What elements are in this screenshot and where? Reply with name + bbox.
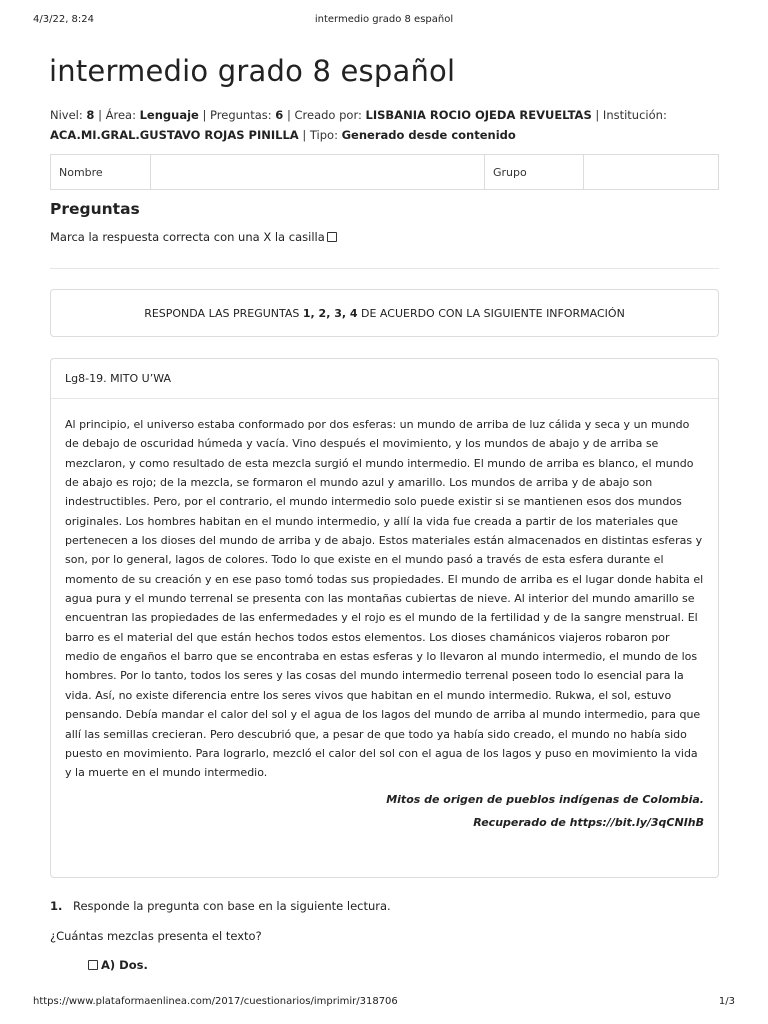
print-url: https://www.plataformaenlinea.com/2017/cuestionarios/imprimir/318706 (33, 996, 398, 1007)
page-title: intermedio grado 8 español (49, 54, 456, 88)
tipo-label: Tipo: (309, 128, 338, 142)
question-1-text: ¿Cuántas mezclas presenta el texto? (50, 929, 262, 943)
nombre-label: Nombre (51, 155, 151, 189)
area-label: Área: (105, 108, 136, 122)
quiz-metadata: Nivel: 8 | Área: Lenguaje | Preguntas: 6 | Creado por: LISBANIA ROCIO OJEDA REVUELTAS | Institución: ACA.MI.GRAL.GUSTAVO ROJAS PINILLA | Tipo: Generado desde contenido (50, 108, 667, 142)
instructions-box (50, 289, 719, 337)
checkbox-icon[interactable] (88, 960, 98, 970)
tipo-value: Generado desde contenido (341, 128, 516, 142)
grupo-label: Grupo (485, 155, 584, 189)
question-number: 1. (50, 899, 63, 913)
print-header (33, 14, 735, 28)
info-suffix: DE ACUERDO CON LA SIGUIENTE INFORMACIÓN (357, 306, 625, 320)
nivel-label: Nivel: (50, 108, 83, 122)
question-prompt-text: Responde la pregunta con base en la siguiente lectura. (73, 899, 391, 913)
creado-label: Creado por: (294, 108, 362, 122)
option-a-label: A) Dos. (101, 958, 148, 972)
print-footer (33, 996, 735, 1010)
print-doc-title: intermedio grado 8 español (314, 14, 454, 25)
info-numbers: 1, 2, 3, 4 (302, 306, 358, 320)
question-1-prompt (50, 899, 391, 913)
reading-passage: Al principio, el universo estaba conformado por dos esferas: un mundo de arriba de luz cálida y seca y un mundo de debajo de oscuridad húmeda y vacía. Vino después el movimiento, y los mundos de abajo y de arriba se mezclaron, y como resultado de esta mezcla surgió el mundo intermedio. El mundo de arriba es blanco, el mundo de abajo es rojo; de la mezcla, se formaron el mundo azul y amarillo. Los mundos de arriba y de abajo son indestructibles. Pero, por el contrario, el mundo intermedio solo puede existir si se mantienen esos dos mundos originales. Los hombres habitan en el mundo intermedio, y allí la vida fue creada a partir de los materiales que pertenecen a los dioses del mundo de arriba y de abajo. Estos materiales están almacenados en distintas esferas y son, por lo general, lagos de colores. Todo lo que existe en el mundo pasó a través de esta esfera durante el momento de su creación y en ese paso tomó todas sus propiedades. El mundo de arriba es el lugar donde habita el agua pura y el mundo terrenal se presenta con las montañas cubiertas de nieve. Al interior del mundo amarillo se encuentran las propiedades de las enfermedades y el rojo es el mundo de la fertilidad y de la sangre menstrual. El barro es el material del que están hechos todos estos elementos. Los dioses chamánicos viajeros robaron por medio de engaños el barro que se encontraba en estas esferas y lo llevaron al mundo intermedio, el mundo de los hombres. Por lo tanto, todos los seres y las cosas del mundo intermedio terrenal poseen todo lo esencial para la vida. Así, no existe diferencia entre los seres vivos que habitan en el mundo intermedio. Rukwa, el sol, estuvo pensando. Debía mandar el calor del sol y el agua de los lagos del mundo de arriba al mundo intermedio, para que allí las semillas crecieran. Pero descubrió que, a pesar de que todo ya había sido creado, el mundo no había sido puesto en movimiento. Para lograrlo, mezcló el calor del sol con el agua de los lagos y puso en movimiento la vida y la muerte en el mundo intermedio. (65, 418, 704, 780)
preguntas-value: 6 (275, 108, 284, 122)
instruction (50, 230, 337, 244)
student-info-table (50, 154, 719, 190)
print-date: 4/3/22, 8:24 (33, 14, 95, 25)
checkbox-icon (327, 232, 337, 242)
grupo-field[interactable] (584, 155, 718, 189)
area-value: Lenguaje (139, 108, 199, 122)
institucion-value: ACA.MI.GRAL.GUSTAVO ROJAS PINILLA (50, 128, 299, 142)
reading-title: Lg8-19. MITO U’WA (51, 359, 718, 399)
preguntas-label: Preguntas: (210, 108, 272, 122)
creado-value: LISBANIA ROCIO OJEDA REVUELTAS (365, 108, 592, 122)
answer-option-a[interactable] (88, 958, 148, 972)
institucion-label: Institución: (602, 108, 667, 122)
reading-source: Mitos de origen de pueblos indígenas de Colombia. (386, 792, 704, 806)
instruction-text: Marca la respuesta correcta con una X la casilla (50, 230, 325, 244)
reading-source-link: Recuperado de https://bit.ly/3qCNIhB (473, 815, 704, 829)
nivel-value: 8 (86, 108, 95, 122)
nombre-field[interactable] (151, 155, 485, 189)
divider (50, 268, 719, 269)
section-title: Preguntas (50, 200, 140, 218)
info-prefix: RESPONDA LAS PREGUNTAS (144, 306, 303, 320)
page-number: 1/3 (718, 996, 735, 1007)
reading-card (50, 358, 719, 878)
